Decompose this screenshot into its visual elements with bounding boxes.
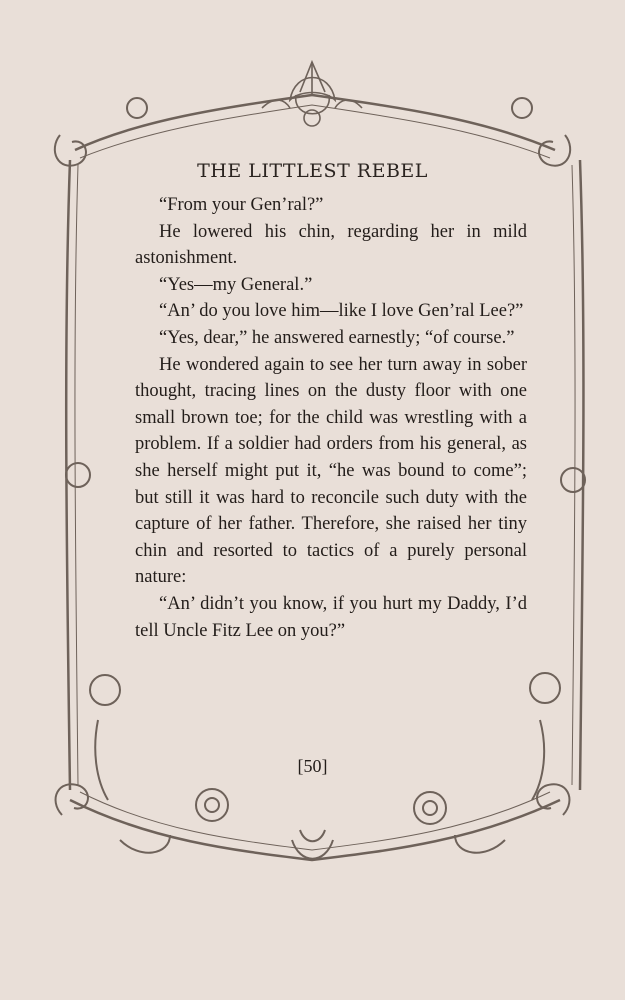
- paragraph: “An’ do you love him—like I love Gen’ral Lee?”: [159, 301, 524, 322]
- paragraph: “An’ didn’t you know, if you hurt my Daddy, I’d tell Uncle Fitz Lee on you?”: [135, 593, 527, 641]
- paragraph: He lowered his chin, regarding her in mild astonishment.: [135, 221, 527, 269]
- page-number: [50]: [297, 756, 328, 776]
- running-head: THE LITTLEST REBEL: [197, 160, 428, 182]
- paragraph: He wondered again to see her turn away in sober thought, tracing lines on the dusty floor with one small brown toe; for the child was wrestling with a problem. If a soldier had orders from his general, as she herself might put it, “he was bound to come”; but still it was hard to reconcile such duty with the capture of her father. Therefore, she raised her tiny chin and resorted to tactics of a purely personal nature:: [135, 354, 527, 588]
- page-text: [135, 192, 527, 644]
- paragraph: “Yes—my General.”: [159, 274, 313, 295]
- paragraph: “Yes, dear,” he answered earnestly; “of course.”: [159, 327, 515, 348]
- paragraph: “From your Gen’ral?”: [159, 195, 324, 215]
